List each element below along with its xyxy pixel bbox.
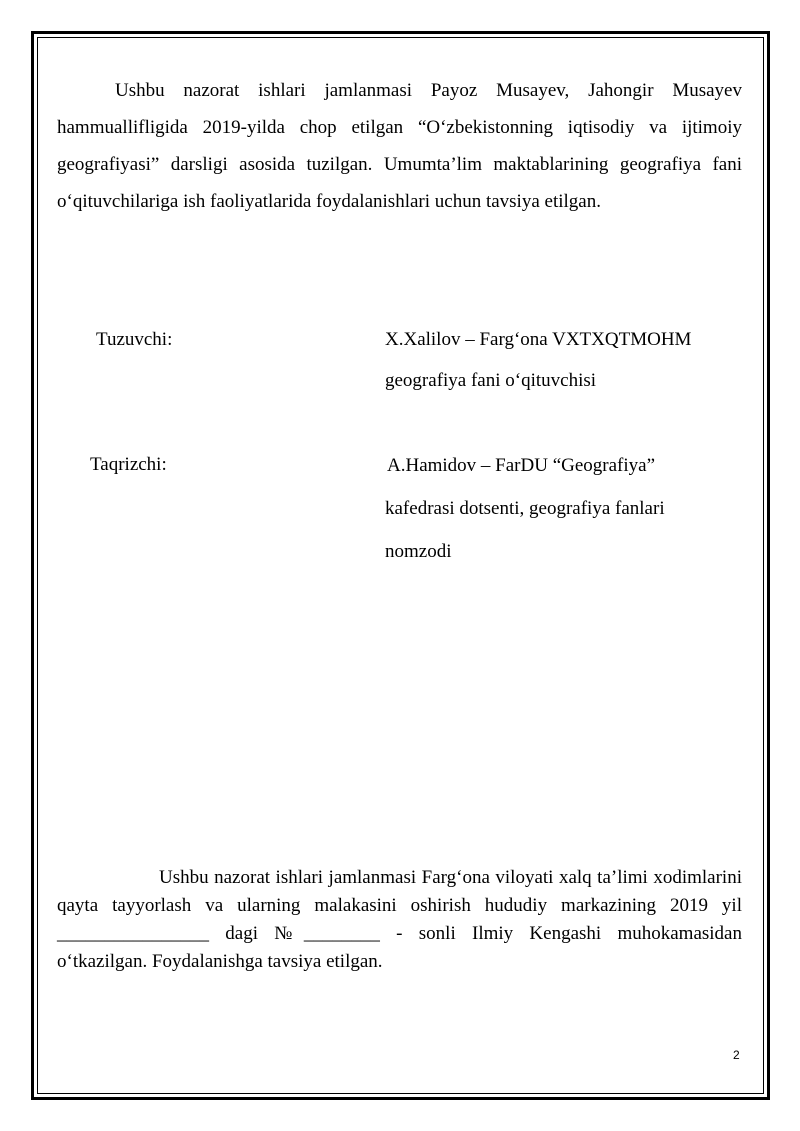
compiler-info xyxy=(385,319,745,401)
reviewer-label: Taqrizchi: xyxy=(90,454,167,475)
reviewer-line-1: A.Hamidov – FarDU “Geografiya” xyxy=(387,455,656,476)
compiler-label: Tuzuvchi: xyxy=(96,329,173,350)
intro-paragraph: Ushbu nazorat ishlari jamlanmasi Payoz Musayev, Jahongir Musayev hammuallifligida 2019-yilda chop etilgan “O‘zbekistonning iqtisodiy va ijtimoiy geografiyasi” darsligi asosida tuzilgan. Umumta’lim maktablarining geografiya fani o‘qituvchilariga ish faoliyatlarida foydalanishlari uchun tavsiya etilgan. xyxy=(57,80,742,212)
reviewer-line-2: kafedrasi dotsenti, geografiya fanlari xyxy=(385,498,665,519)
compiler-line-1: X.Xalilov – Farg‘ona VXTXQTMOHM xyxy=(385,329,692,350)
approval-paragraph: Ushbu nazorat ishlari jamlanmasi Farg‘ona viloyati xalq ta’limi xodimlarini qayta tayyorlash va ularning malakasini oshirish hududiy markazining 2019 yil ________________ dagi №________ - sonli Ilmiy Kengashi muhokamasidan o‘tkazilgan. Foydalanishga tavsiya etilgan. xyxy=(57,867,742,972)
reviewer-line-3: nomzodi xyxy=(385,541,452,562)
compiler-line-2: geografiya fani o‘qituvchisi xyxy=(385,370,597,391)
reviewer-info xyxy=(385,444,745,573)
page-number: 2 xyxy=(733,1048,740,1062)
